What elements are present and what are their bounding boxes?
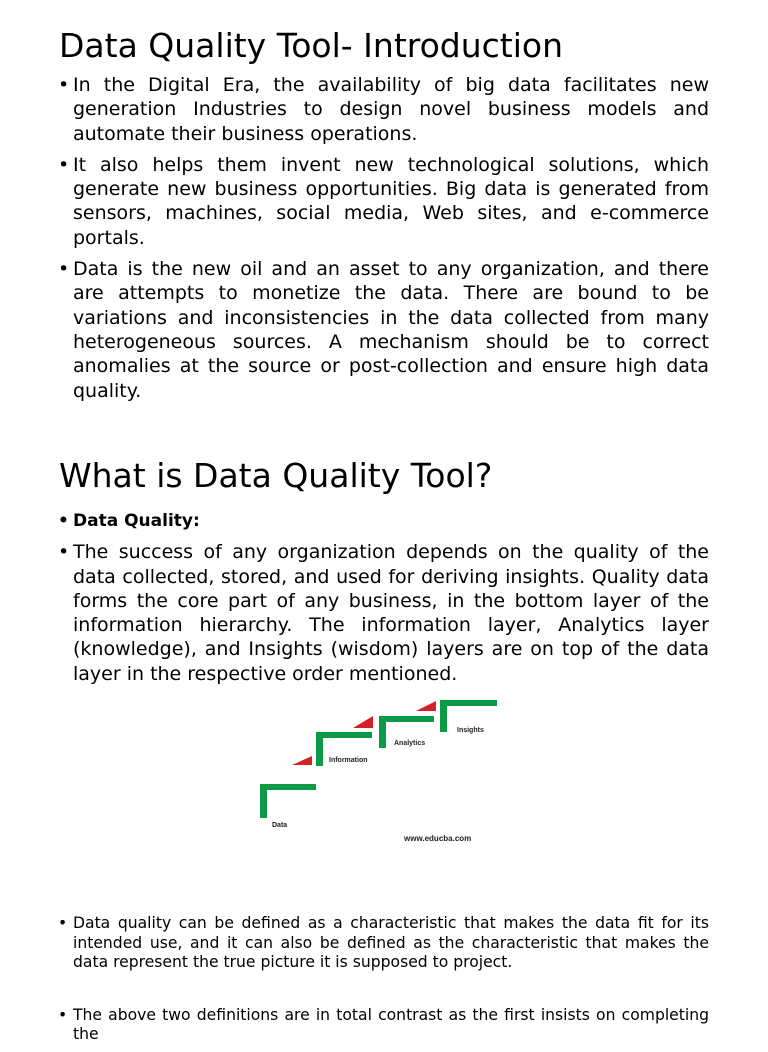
watermark-text: www.educba.com <box>404 834 472 843</box>
list-item: • In the Digital Era, the availability of big data facilitates new generation Industries to design novel business models and automate their business operations. <box>57 73 709 146</box>
list-item: • Data quality can be defined as a characteristic that makes the data fit for its intended use, and it can also be defined as the characteristic that makes the data represent the true picture it is supposed to project. <box>57 914 709 973</box>
list-item: • Data is the new oil and an asset to any organization, and there are attempts to monetize the data. There are bound to be variations and inconsistencies in the data collected from many heterogeneous sources. A mechanism should be to correct anomalies at the source or post-collection and ensure high data quality. <box>57 257 709 403</box>
list-item: • The success of any organization depends on the quality of the data collected, stored, and used for deriving insights. Quality data forms the core part of any business, in the bottom layer of the information hierarchy. The information layer, Analytics layer (knowledge), and Insights (wisdom) layers are on top of the data layer in the respective order mentioned. <box>57 540 709 686</box>
arrow-red-1 <box>292 756 312 765</box>
section-title-introduction: Data Quality Tool- Introduction <box>59 26 564 65</box>
list-item: • The above two definitions are in total contrast as the first insists on completing the <box>57 1006 709 1045</box>
arrow-red-3 <box>416 701 436 711</box>
label-data: Data <box>272 822 288 829</box>
definition-bullet-list <box>57 914 709 1052</box>
label-information: Information <box>329 757 368 764</box>
label-insights: Insights <box>457 727 484 734</box>
subheading-data-quality: • Data Quality: <box>57 509 709 533</box>
data-quality-bullet-list <box>57 509 709 693</box>
section-title-what-is: What is Data Quality Tool? <box>59 456 493 495</box>
introduction-bullet-list <box>57 73 709 410</box>
step-data-shape <box>260 784 316 818</box>
arrow-red-2 <box>353 716 373 728</box>
list-item: • It also helps them invent new technological solutions, which generate new business opportunities. Big data is generated from sensors, machines, social media, Web sites, and e-commerce portals. <box>57 153 709 250</box>
information-hierarchy-staircase-diagram <box>250 692 520 852</box>
label-analytics: Analytics <box>394 740 426 747</box>
